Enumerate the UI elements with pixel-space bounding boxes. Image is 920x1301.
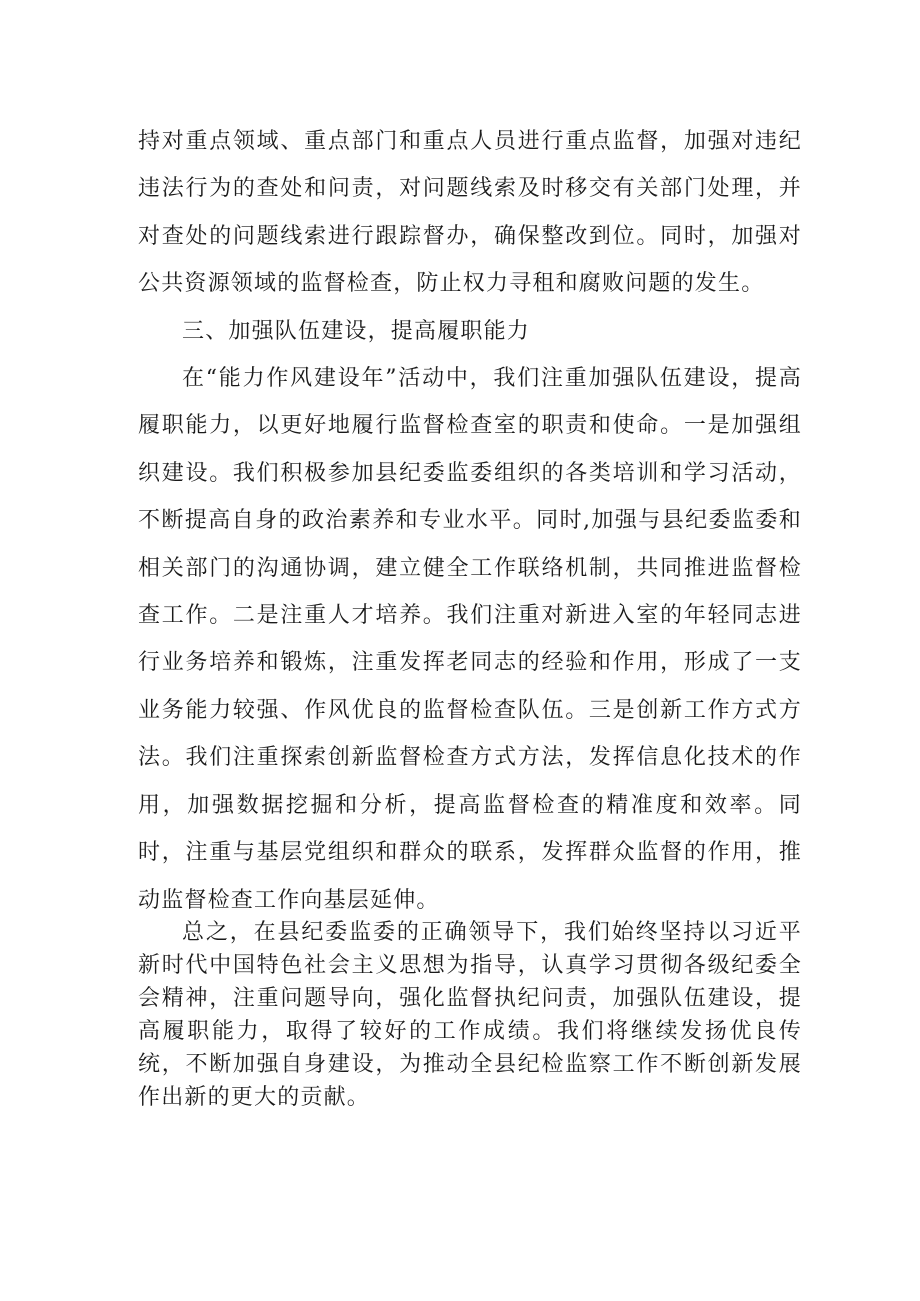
section-heading: 三、加强队伍建设，提高履职能力 — [182, 318, 531, 344]
body-text-upper — [138, 118, 802, 924]
paragraph-conclusion: 总之，在县纪委监委的正确领导下，我们始终坚持以习近平新时代中国特色社会主义思想为指导，认真学习贯彻各级纪委全会精神，注重问题导向，强化监督执纪问责，加强队伍建设，提高履职能力，取得了较好的工作成绩。我们将继续发扬优良传统，不断加强自身建设，为推动全县纪检监察工作不断创新发展作出新的更大的贡献。 — [138, 920, 802, 1110]
paragraph-team-building: 在“能力作风建设年”活动中，我们注重加强队伍建设，提高履职能力，以更好地履行监督检查室的职责和使命。一是加强组织建设。我们积极参加县纪委监委组织的各类培训和学习活动，不断提高自身的政治素养和专业水平。同时,加强与县纪委监委和相关部门的沟通协调，建立健全工作联络机制，共同推进监督检查工作。二是注重人才培养。我们注重对新进入室的年轻同志进行业务培养和锻炼，注重发挥老同志的经验和作用，形成了一支业务能力较强、作风优良的监督检查队伍。三是创新工作方式方法。我们注重探索创新监督检查方式方法，发挥信息化技术的作用，加强数据挖掘和分析，提高监督检查的精准度和效率。同时，注重与基层党组织和群众的联系，发挥群众监督的作用，推动监督检查工作向基层延伸。 — [138, 366, 802, 913]
body-text-conclusion — [138, 916, 802, 1114]
paragraph-continuation: 持对重点领域、重点部门和重点人员进行重点监督，加强对违纪违法行为的查处和问责，对问题线索及时移交有关部门处理，并对查处的问题线索进行跟踪督办，确保整改到位。同时，加强对公共资源领域的监督检查，防止权力寻租和腐败问题的发生。 — [138, 129, 802, 297]
